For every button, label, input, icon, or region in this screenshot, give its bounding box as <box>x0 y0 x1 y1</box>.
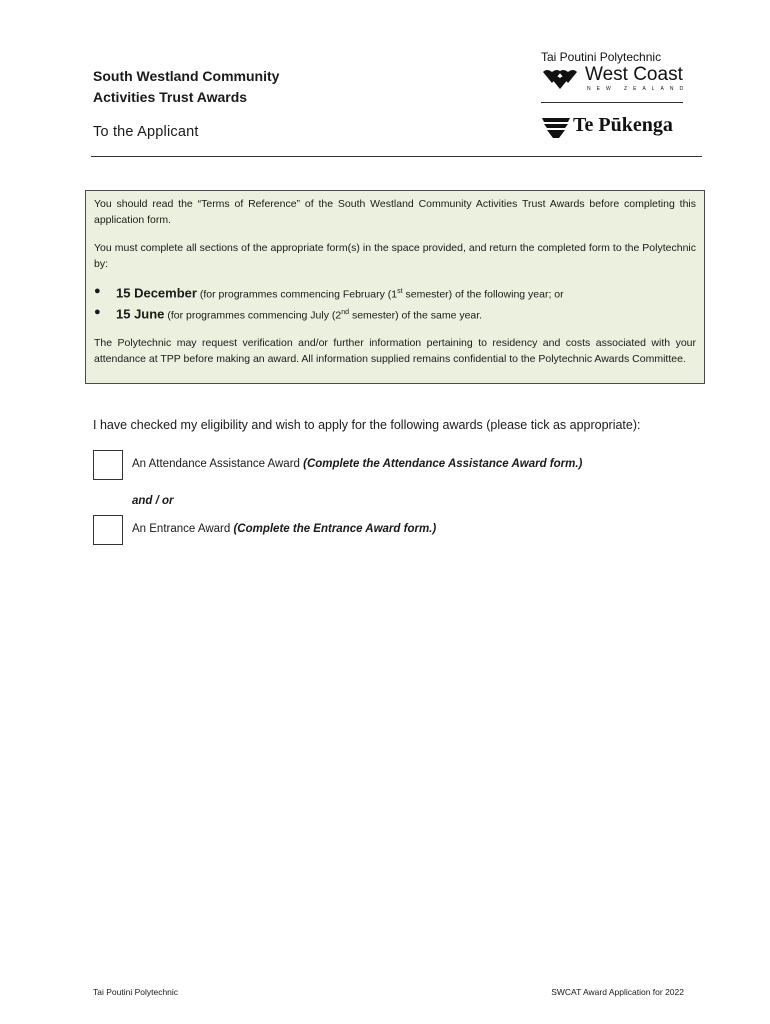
logo-divider <box>541 102 683 103</box>
instructions-para-3: The Polytechnic may request verification and/or further information pertaining to residency and costs associated with your attendance at TPP before making an award. All information supplied remains confidential to the Polytechnic Awards Committee. <box>94 337 696 365</box>
logo-polytechnic-name: Tai Poutini Polytechnic <box>541 50 662 64</box>
award-instruction: (Complete the Attendance Assistance Award form.) <box>303 458 583 470</box>
deadline-text-before: (for programmes commencing July (2 <box>167 309 342 321</box>
page-title <box>93 66 279 108</box>
deadline-item <box>94 283 696 304</box>
deadline-date: 15 June <box>116 306 165 321</box>
title-line-2: Activities Trust Awards <box>93 89 248 105</box>
instructions-box <box>85 190 705 384</box>
and-or-label: and / or <box>132 495 174 507</box>
tai-poutini-logo <box>541 50 690 100</box>
award-label: An Attendance Assistance Award <box>132 458 304 470</box>
deadline-list <box>94 283 696 324</box>
bullet-icon: ● <box>94 305 101 318</box>
deadline-sup: nd <box>341 308 350 316</box>
hearts-mark-icon <box>541 68 581 90</box>
eligibility-statement: I have checked my eligibility and wish to apply for the following awards (please tick as appropriate): <box>93 418 641 432</box>
footer-document-title: SWCAT Award Application for 2022 <box>551 987 684 997</box>
footer-organisation: Tai Poutini Polytechnic <box>93 987 179 997</box>
logo-new-zealand: NEW ZEALAND <box>587 86 690 92</box>
attendance-award-label <box>132 458 582 470</box>
entrance-award-label <box>132 523 436 535</box>
instructions-para-2: You must complete all sections of the appropriate form(s) in the space provided, and return the completed form to the Polytechnic by: <box>94 242 696 270</box>
title-line-1: South Westland Community <box>93 68 280 84</box>
logo-west-coast: West Coast <box>585 64 683 85</box>
deadline-text-before: (for programmes commencing February (1 <box>199 288 398 301</box>
bullet-icon: ● <box>94 285 101 297</box>
te-pukenga-mark-icon <box>541 115 571 139</box>
deadline-date: 15 December <box>116 285 197 301</box>
header-divider <box>91 156 702 157</box>
attendance-award-checkbox[interactable] <box>93 450 123 480</box>
award-label: An Entrance Award <box>132 523 234 535</box>
page-subtitle: To the Applicant <box>93 124 199 140</box>
deadline-item <box>94 304 696 325</box>
deadline-text-after: semester) of the following year; or <box>402 288 564 301</box>
award-instruction: (Complete the Entrance Award form.) <box>233 523 437 535</box>
instructions-para-1: You should read the “Terms of Reference” of the South Westland Community Activities Trust Awards before completing this application form. <box>94 198 696 226</box>
entrance-award-checkbox[interactable] <box>93 515 123 545</box>
logo-te-pukenga: Te Pūkenga <box>573 114 673 136</box>
deadline-sup: st <box>397 288 403 295</box>
te-pukenga-logo <box>541 114 684 142</box>
deadline-text-after: semester) of the same year. <box>349 309 483 321</box>
